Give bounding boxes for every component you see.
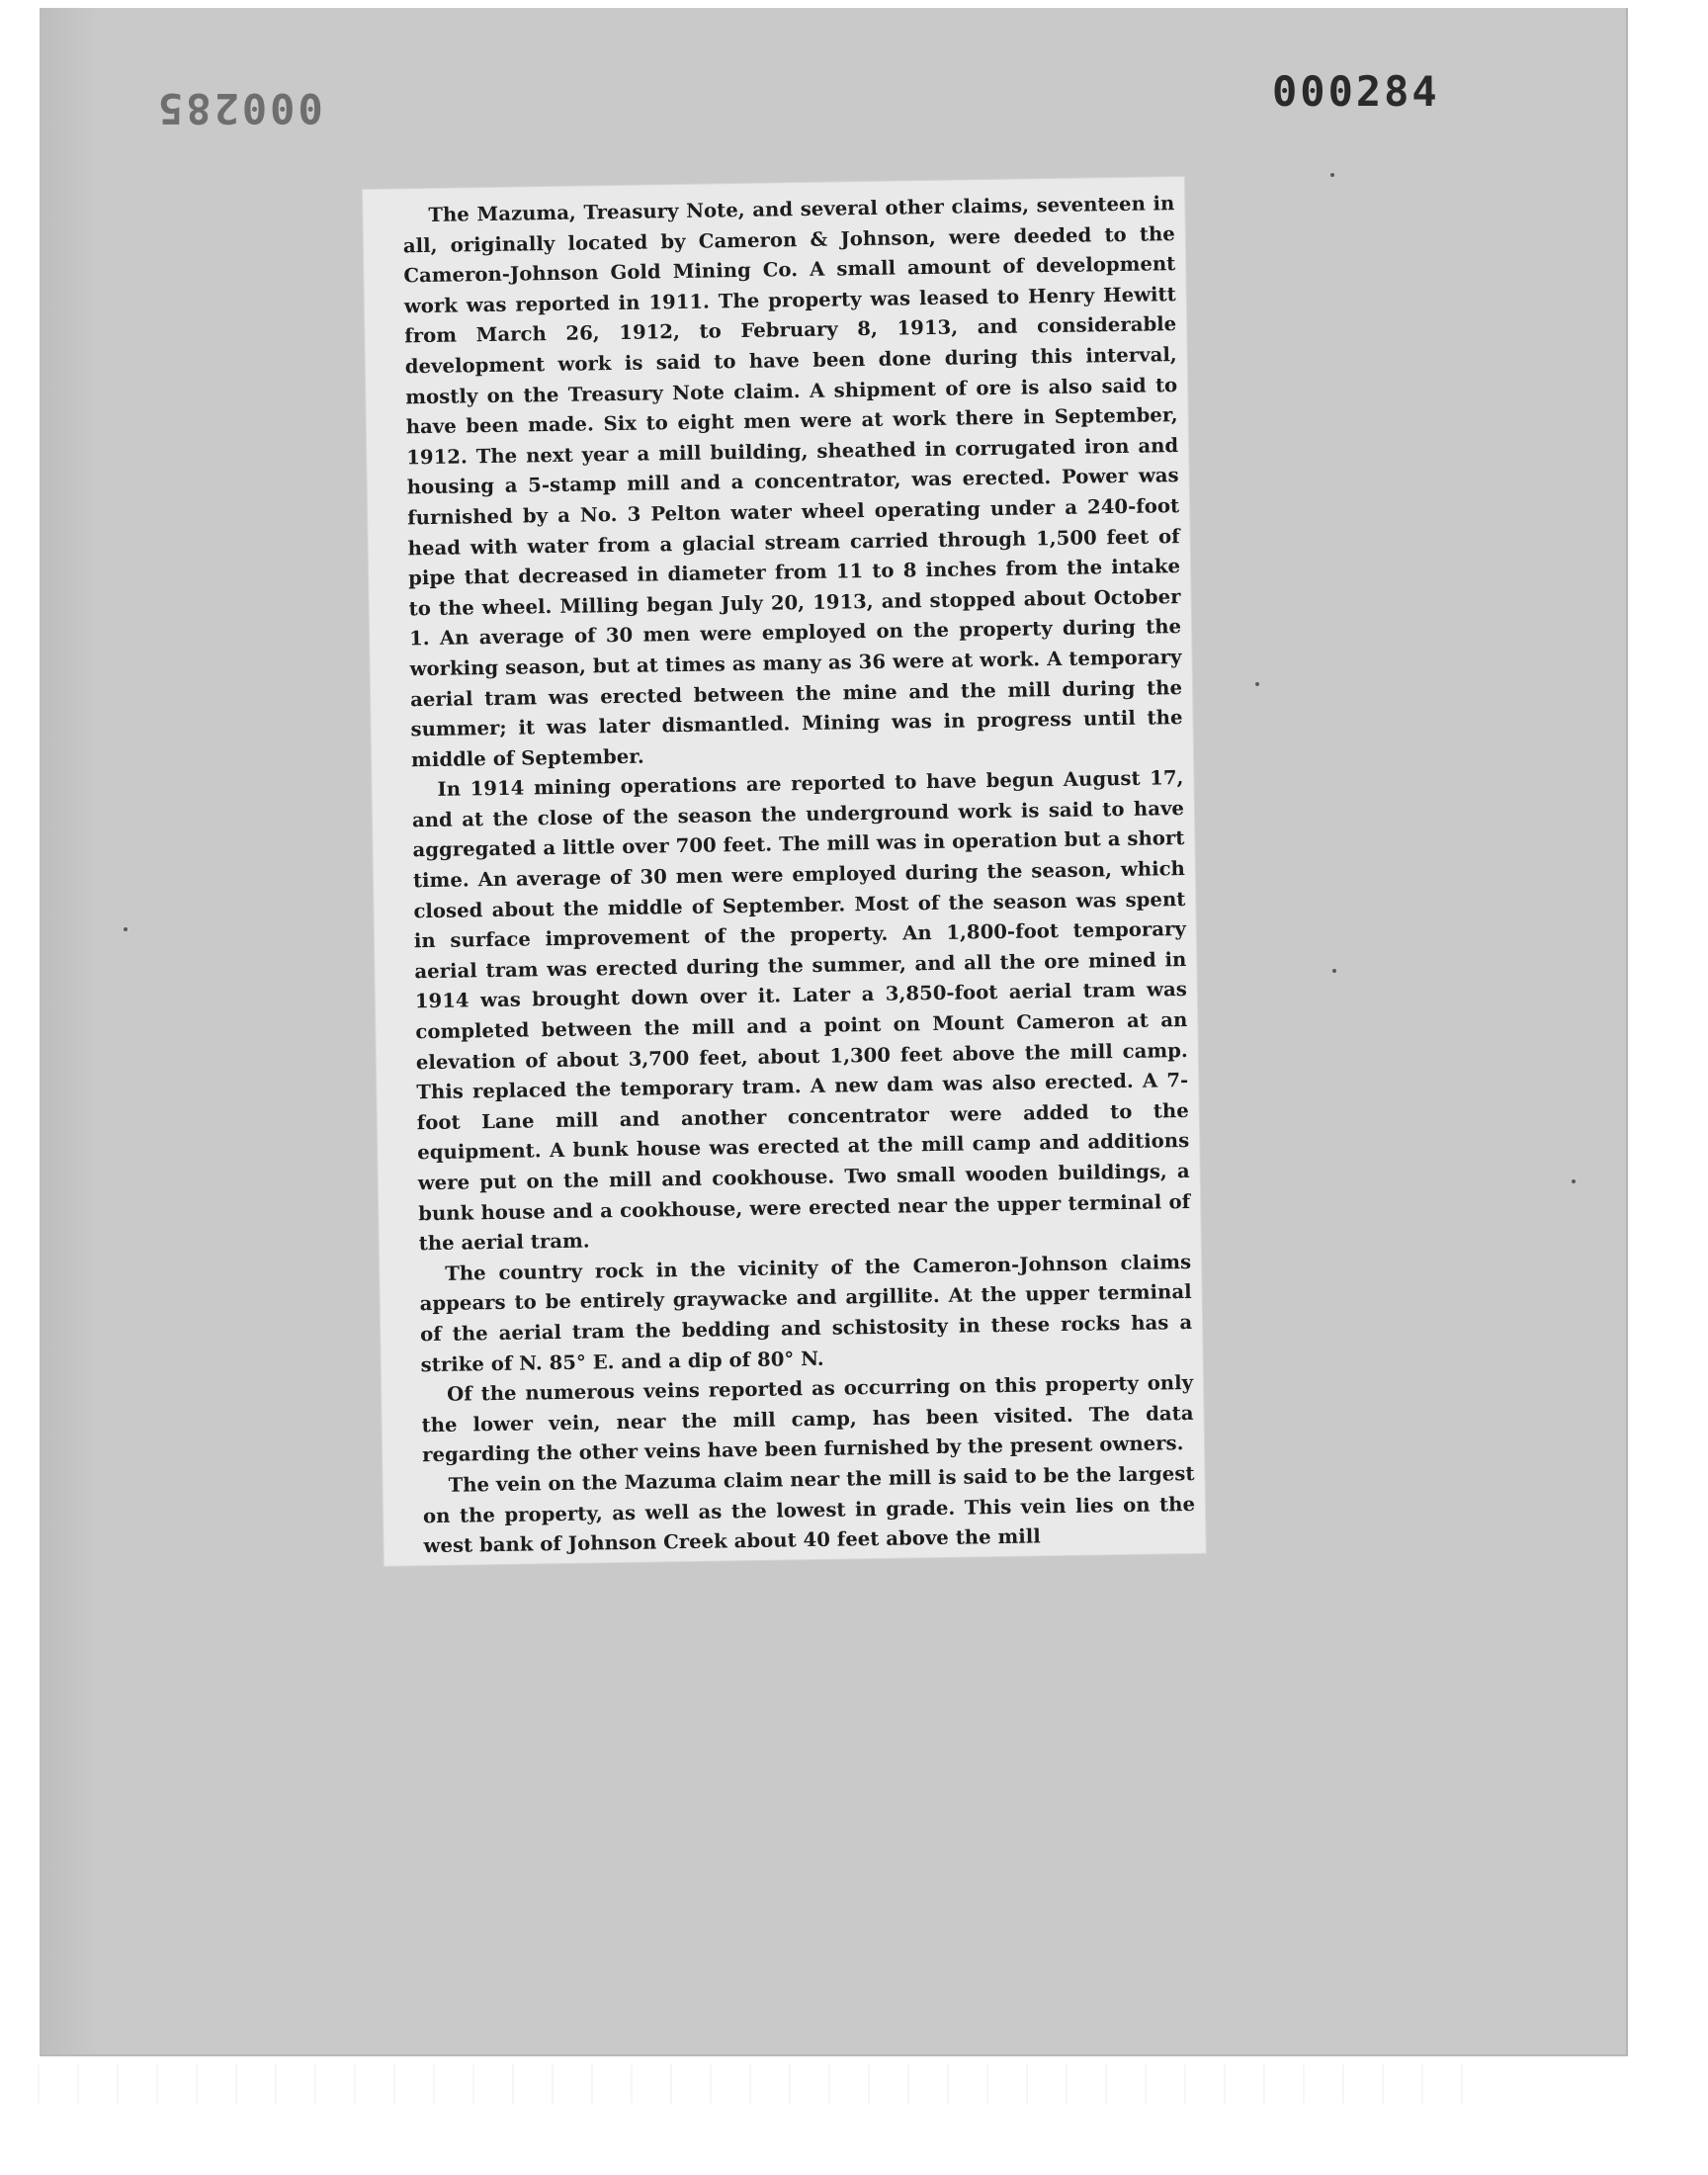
scan-speck [1572, 1179, 1576, 1183]
mirrored-page-stamp: 000285 [155, 84, 323, 132]
newspaper-clipping [363, 177, 1206, 1566]
scan-speck [1255, 682, 1259, 686]
article-paragraph: The Mazuma, Treasury Note, and several other claims, seventeen in all, originally located by Cameron & Johnson, were deeded to the Cameron-Johnson Gold Mining Co. A small amount of development work was reported in 1911. The property was leased to Henry Hewitt from March 26, 1912, to February 8, 1913, and considerable development work is said to have been done during this interval, mostly on the Treasury Note claim. A shipment of ore is also said to have been made. Six to eight men were at work there in September, 1912. The next year a mill building, sheathed in corrugated iron and housing a 5-stamp mill and a concentrator, was erected. Power was furnished by a No. 3 Pelton water wheel operating under a 240-foot head with water from a glacial stream carried through 1,500 feet of pipe that decreased in diameter from 11 to 8 inches from the intake to the wheel. Milling began July 20, 1913, and stopped about October 1. An average of 30 men were employed on the property during the working season, but at times as many as 36 were at work. A temporary aerial tram was erected between the mine and the mill during the summer; it was later dismantled. Mining was in progress until the middle of September. [402, 192, 1183, 771]
scan-speck [1332, 969, 1336, 973]
article-paragraph: The country rock in the vicinity of the Cameron-Johnson claims appears to be entirely graywacke and argillite. At the upper terminal of the aerial tram the bedding and schistosity in these rocks has a strike of N. 85° E. and a dip of 80° N. [419, 1250, 1193, 1376]
article-paragraph: In 1914 mining operations are reported to have begun August 17, and at the close of the season the underground work is said to have aggregated a little over 700 feet. The mill was in operation but a short time. An average of 30 men were employed during the season, which closed about the middle of September. Most of the season was spent in surface improvement of the property. An 1,800-foot temporary aerial tram was erected during the summer, and all the ore mined in 1914 was brought down over it. Later a 3,850-foot aerial tram was completed between the mill and a point on Mount Cameron at an elevation of about 3,700 feet, about 1,300 feet above the mill camp. This replaced the temporary tram. A new dam was also erected. A 7-foot Lane mill and another concentrator were added to the equipment. A bunk house was erected at the mill camp and additions were put on the mill and cookhouse. Two small wooden buildings, a bunk house and a cookhouse, were erected near the upper terminal of the aerial tram. [411, 766, 1191, 1256]
scan-edge [0, 2064, 1483, 2104]
article-paragraph: Of the numerous veins reported as occurring on this property only the lower vein, near the mill camp, has been visited. The data regarding the other veins have been furnished by the present owners. [421, 1371, 1194, 1467]
scan-speck [1330, 173, 1334, 177]
sheet-shadow [40, 8, 99, 2054]
article-body [402, 189, 1196, 1562]
article-paragraph: The vein on the Mazuma claim near the mill is said to be the largest on the property, as well as the lowest in grade. This vein lies on the west bank of Johnson Creek about 40 feet above the mill [422, 1461, 1196, 1558]
page-stamp: 000284 [1272, 67, 1440, 116]
scan-speck [124, 927, 128, 931]
